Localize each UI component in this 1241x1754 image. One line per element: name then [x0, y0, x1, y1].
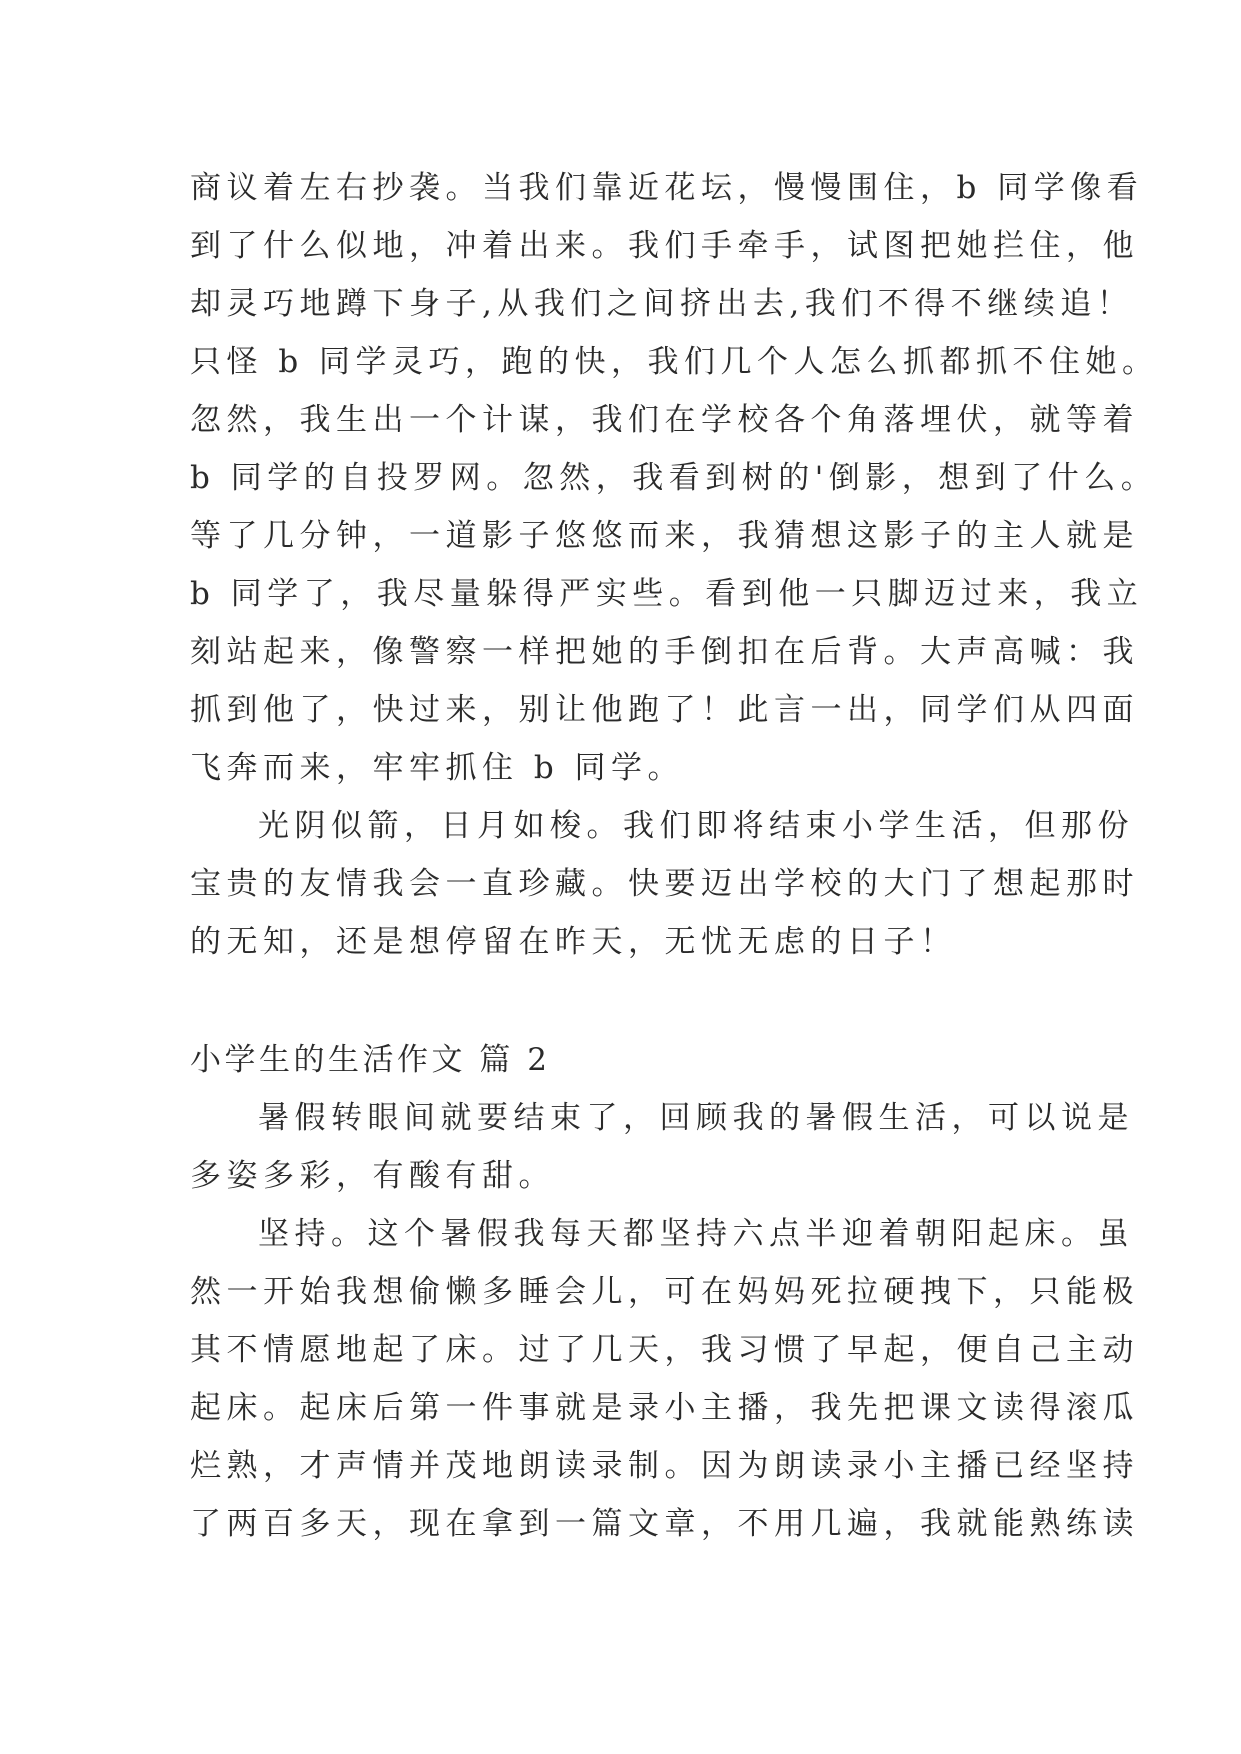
paragraph-first-line: 光阴似箭，日月如梭。我们即将结束小学生活，但那份: [258, 808, 1134, 844]
text-line: 了两百多天，现在拿到一篇文章，不用几遍，我就能熟练读: [190, 1506, 1139, 1542]
text-line: 只怪 b 同学灵巧，跑的快，我们几个人怎么抓都抓不住她。: [190, 344, 1159, 380]
text-line: 到了什么似地，冲着出来。我们手牵手，试图把她拦住，他: [190, 228, 1139, 264]
text-line: 刻站起来，像警察一样把她的手倒扣在后背。大声高喊：我: [190, 634, 1139, 670]
text-line: 然一开始我想偷懒多睡会儿，可在妈妈死拉硬拽下，只能极: [190, 1274, 1139, 1310]
text-line: 烂熟，才声情并茂地朗读录制。因为朗读录小主播已经坚持: [190, 1448, 1139, 1484]
text-line: 的无知，还是想停留在昨天，无忧无虑的日子！: [190, 924, 957, 960]
text-line: 商议着左右抄袭。当我们靠近花坛，慢慢围住，b 同学像看: [190, 170, 1144, 206]
paragraph-first-line: 坚持。这个暑假我每天都坚持六点半迎着朝阳起床。虽: [258, 1216, 1134, 1252]
text-line: 多姿多彩，有酸有甜。: [190, 1158, 555, 1194]
text-line: 却灵巧地蹲下身子,从我们之间挤出去,我们不得不继续追！: [190, 286, 1134, 322]
text-line: 宝贵的友情我会一直珍藏。快要迈出学校的大门了想起那时: [190, 866, 1139, 902]
text-line: 飞奔而来，牢牢抓住 b 同学。: [190, 750, 685, 786]
text-line: b 同学了，我尽量躲得严实些。看到他一只脚迈过来，我立: [190, 576, 1144, 612]
paragraph-first-line: 暑假转眼间就要结束了，回顾我的暑假生活，可以说是: [258, 1100, 1134, 1136]
text-line: b 同学的自投罗网。忽然，我看到树的'倒影，想到了什么。: [190, 460, 1158, 496]
text-line: 抓到他了，快过来，别让他跑了！此言一出，同学们从四面: [190, 692, 1139, 728]
section-heading: 小学生的生活作文 篇 2: [190, 1042, 551, 1078]
text-line: 等了几分钟，一道影子悠悠而来，我猜想这影子的主人就是: [190, 518, 1139, 554]
text-line: 忽然，我生出一个计谋，我们在学校各个角落埋伏，就等着: [190, 402, 1139, 438]
text-line: 其不情愿地起了床。过了几天，我习惯了早起，便自己主动: [190, 1332, 1139, 1368]
text-line: 起床。起床后第一件事就是录小主播，我先把课文读得滚瓜: [190, 1390, 1139, 1426]
